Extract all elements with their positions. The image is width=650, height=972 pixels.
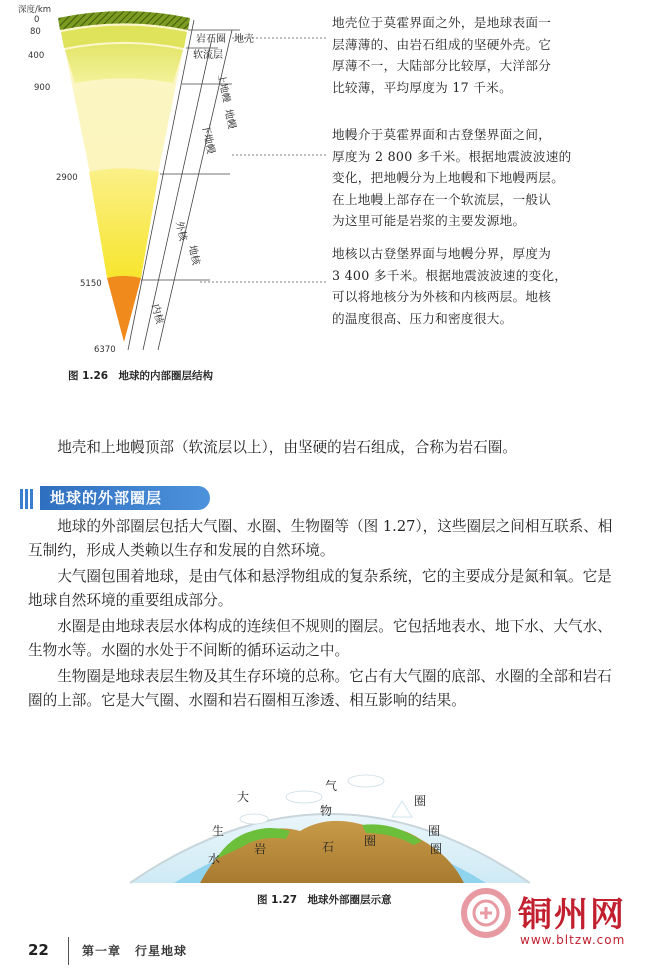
paragraph: 生物圈是地球表层生物及其生存环境的总称。它占有大气圈的底部、水圈的全部和岩石圈的上部。它是大气圈、水圈和岩石圈相互渗透、相互影响的结果。 — [28, 668, 612, 709]
desc-line: 厚薄不一，大陆部分比较厚，大洋部分 — [332, 58, 552, 73]
label-atmosphere-1: 大 — [237, 790, 250, 804]
mantle-description — [332, 124, 572, 232]
figure-caption-126: 图 1.26 地球的内部圈层结构 — [68, 370, 214, 382]
desc-line: 变化，把地幔分为上地幔和下地幔两层。 — [332, 170, 565, 185]
chapter-label — [82, 942, 201, 959]
section-title: 地球的外部圈层 — [50, 489, 163, 507]
figure-external-spheres — [130, 755, 530, 885]
label-lithosphere-1: 岩 — [254, 842, 267, 856]
depth-tick: 400 — [28, 51, 45, 61]
desc-line: 地核以古登堡界面与地幔分界，厚度为 — [332, 246, 552, 261]
desc-line: 层薄薄的、由岩石组成的坚硬外壳。它 — [332, 36, 552, 52]
depth-tick: 900 — [34, 83, 51, 93]
footer-divider — [68, 937, 69, 965]
desc-line: 3 400 多千米。根据地震波波速的变化， — [332, 267, 568, 283]
depth-unit-label: 深度/km — [18, 5, 52, 15]
label-upper-mantle: 上地幔 — [215, 73, 232, 104]
label-biosphere-1: 生 — [212, 824, 225, 838]
core-description — [332, 243, 567, 329]
crust-description — [332, 12, 551, 98]
chapter-title: 行星地球 — [135, 944, 188, 958]
depth-tick: 6370 — [94, 345, 116, 355]
lithosphere-paragraph — [28, 436, 626, 460]
label-atmosphere-2: 气 — [325, 779, 338, 793]
label-atmosphere-3: 圈 — [414, 794, 427, 808]
desc-line: 比较薄，平均厚度为 17 千米。 — [332, 79, 512, 95]
depth-tick: 5150 — [80, 279, 102, 289]
upper-mantle-layer — [65, 44, 183, 83]
paragraph: 大气圈包围着地球，是由气体和悬浮物组成的复杂系统，它的主要成分是氮和氧。它是地球自然环境的重要组成部分。 — [28, 568, 612, 609]
outer-core-layer — [89, 168, 159, 278]
label-asthenosphere: 软流层 — [193, 50, 223, 61]
watermark — [458, 885, 648, 970]
watermark-url: www.bltzw.com — [520, 933, 626, 947]
label-hydrosphere-2: 圈 — [430, 842, 443, 856]
watermark-seal-icon — [458, 885, 514, 941]
desc-line: 为这里可能是岩浆的主要发源地。 — [332, 213, 526, 228]
watermark-name: 铜州网 — [518, 895, 626, 935]
label-hydrosphere-1: 水 — [208, 852, 221, 866]
outer-sphere-text — [28, 515, 626, 712]
section-heading — [20, 486, 210, 512]
label-lower-mantle: 下地幔 — [199, 123, 217, 155]
desc-line: 地壳位于莫霍界面之外，是地球表面一 — [332, 15, 552, 30]
label-crust: 地壳 — [234, 34, 254, 45]
figure-caption-127: 图 1.27 地球外部圈层示意 — [257, 894, 392, 906]
label-lithosphere: 岩石圈 — [196, 34, 226, 45]
depth-tick: 0 — [34, 15, 40, 25]
paragraph: 水圈是由地球表层水体构成的连续但不规则的圈层。它包括地表水、地下水、大气水、生物水等。水圈的水处于不间断的循环运动之中。 — [28, 618, 612, 659]
external-spheres-diagram — [130, 755, 530, 885]
heading-bars-icon — [20, 489, 34, 509]
label-inner-core: 内核 — [149, 303, 165, 326]
label-biosphere-3: 圈 — [428, 824, 441, 838]
paragraph: 地球的外部圈层包括大气圈、水圈、生物圈等（图 1.27），这些圈层之间相互联系、相互制约，形成人类赖以生存和发展的自然环境。 — [28, 518, 613, 559]
desc-line: 厚度为 2 800 多千米。根据地震波波速的 — [332, 148, 572, 164]
paragraph: 地壳和上地幔顶部（软流层以上），由坚硬的岩石组成，合称为岩石圈。 — [57, 439, 517, 456]
desc-line: 地幔介于莫霍界面和古登堡界面之间， — [332, 127, 552, 142]
figure-internal-structure — [0, 0, 650, 380]
interior-sector — [58, 11, 190, 342]
label-core: 地核 — [186, 244, 201, 267]
label-mantle: 地幔 — [222, 108, 237, 131]
desc-line: 在上地幔上部存在一个软流层，一般认 — [332, 191, 552, 207]
label-outer-core: 外核 — [173, 220, 188, 243]
label-lithosphere-3: 圈 — [364, 834, 377, 848]
desc-line: 的温度很高、压力和密度很大。 — [332, 310, 513, 326]
label-lithosphere-2: 石 — [322, 840, 335, 854]
page-number: 22 — [28, 941, 49, 959]
chapter-number: 第一章 — [82, 944, 122, 958]
depth-tick: 2900 — [56, 173, 78, 183]
label-biosphere-2: 物 — [320, 804, 333, 818]
depth-tick: 80 — [30, 27, 41, 37]
desc-line: 可以将地核分为外核和内核两层。地核 — [332, 289, 552, 304]
